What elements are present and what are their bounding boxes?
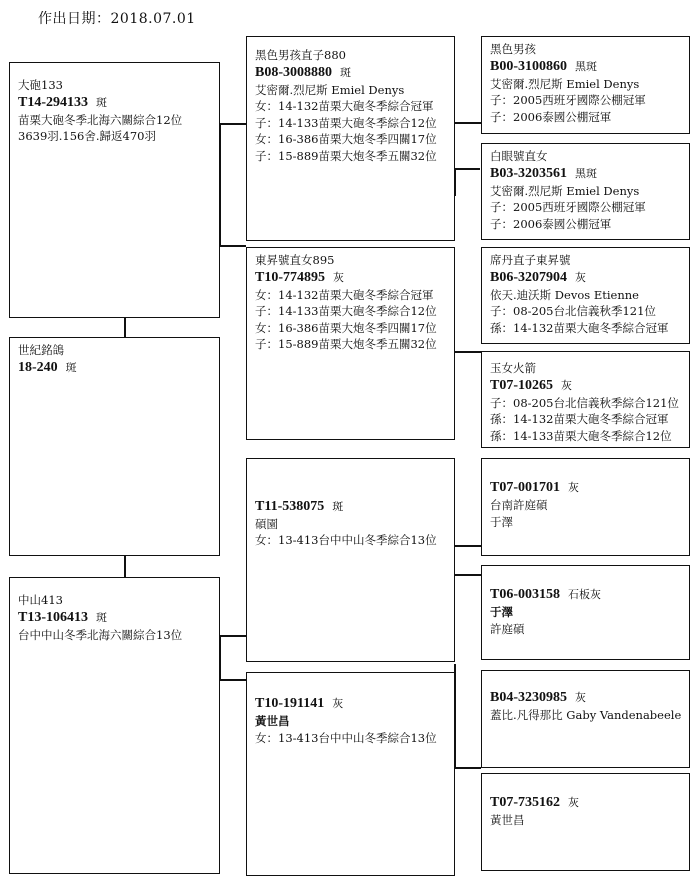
card-text-line: 女：16-386苗栗大炮冬季四關17位 bbox=[255, 320, 437, 335]
connector-line bbox=[454, 574, 481, 576]
ring-number-line bbox=[490, 377, 689, 395]
feather-color: 灰 bbox=[575, 271, 586, 284]
card-text-line: 子：2005西班牙國際公棚冠軍 bbox=[490, 200, 646, 214]
connector-line bbox=[454, 122, 481, 124]
ring-number: B08-3008880 bbox=[255, 64, 332, 80]
card-text-line: 于澤 bbox=[490, 514, 513, 529]
pedigree-card-ggp-5 bbox=[481, 458, 690, 556]
card-text-line: 苗栗大砲冬季北海六關綜合12位 bbox=[18, 112, 183, 127]
ring-number-line bbox=[490, 586, 689, 604]
feather-color: 灰 bbox=[332, 698, 344, 710]
card-text-line: 中山413 bbox=[18, 593, 63, 607]
feather-color: 斑 bbox=[340, 66, 351, 79]
card-text-line: 黑色男孩 bbox=[490, 42, 536, 56]
card-text-line: 東昇號直女895 bbox=[255, 253, 335, 267]
pedigree-card-granddam-paternal bbox=[246, 247, 455, 440]
connector-line bbox=[219, 245, 246, 247]
card-text-line: 于澤 bbox=[490, 605, 513, 619]
ring-number: T07-001701 bbox=[490, 480, 560, 495]
pedigree-card-ggp-6 bbox=[481, 565, 690, 660]
ring-number: T14-294133 bbox=[18, 94, 88, 110]
card-text-line: 女：14-132苗栗大砲冬季綜合冠軍 bbox=[255, 287, 434, 302]
card-text-line: 3639羽.156舍.歸返470羽 bbox=[18, 129, 156, 143]
card-text-line bbox=[255, 481, 454, 498]
feather-color: 石板灰 bbox=[568, 589, 601, 601]
card-text-line: 孫：14-133苗栗大砲冬季綜合12位 bbox=[490, 428, 672, 443]
card-text-line: 台南許庭碩 bbox=[490, 498, 548, 512]
ring-number: T06-003158 bbox=[490, 587, 560, 602]
feather-color: 灰 bbox=[561, 379, 572, 392]
card-text-line: 蓋比.凡得那比 Gaby Vandenabeele bbox=[490, 708, 682, 722]
card-text-line: 子：2005西班牙國際公棚冠軍 bbox=[490, 93, 646, 107]
card-text-line: 女：13-413台中中山冬季綜合13位 bbox=[255, 533, 437, 547]
card-text-line: 女：14-132苗栗大砲冬季綜合冠軍 bbox=[255, 99, 434, 113]
ring-number: T07-735162 bbox=[490, 795, 560, 810]
ring-number: T13-106413 bbox=[18, 609, 88, 625]
ring-number-line bbox=[18, 359, 219, 377]
ring-number: B04-3230985 bbox=[490, 690, 567, 705]
card-text-line: 黃世昌 bbox=[490, 813, 525, 827]
connector-line bbox=[454, 351, 481, 353]
card-text-line: 子：14-133苗栗大砲冬季綜合12位 bbox=[255, 115, 437, 130]
pedigree-card-grandsire-paternal bbox=[246, 36, 455, 241]
pedigree-card-granddam-maternal bbox=[246, 672, 455, 876]
ring-number: T07-10265 bbox=[490, 377, 553, 393]
card-text-line: 子：2006泰國公棚冠軍 bbox=[490, 216, 612, 231]
card-text-line: 女：16-386苗栗大炮冬季四關17位 bbox=[255, 132, 437, 146]
pedigree-card-ggp-8 bbox=[481, 773, 690, 871]
connector-line bbox=[219, 679, 246, 681]
pedigree-card-sire bbox=[9, 337, 220, 556]
ring-number-line bbox=[255, 695, 454, 713]
feather-color: 灰 bbox=[568, 797, 579, 809]
pedigree-card-ggp-4 bbox=[481, 351, 690, 448]
ring-number-line bbox=[255, 64, 454, 82]
pedigree-card-grandsire-maternal bbox=[246, 458, 455, 662]
pedigree-card-ggp-7 bbox=[481, 670, 690, 768]
card-text-line: 台中中山冬季北海六關綜合13位 bbox=[18, 627, 183, 642]
card-text-line: 席丹直子東昇號 bbox=[490, 253, 571, 267]
card-text-line: 依天.迪沃斯 Devos Etienne bbox=[490, 287, 639, 302]
connector-line bbox=[124, 318, 126, 338]
card-text-line: 子：2006泰國公棚冠軍 bbox=[490, 109, 612, 124]
connector-line bbox=[124, 556, 126, 578]
card-text-line: 黑色男孩直子880 bbox=[255, 48, 346, 62]
connector-line bbox=[454, 545, 481, 547]
feather-color: 黑斑 bbox=[575, 60, 597, 73]
pedigree-card-ggp-3 bbox=[481, 247, 690, 344]
ring-number: T10-774895 bbox=[255, 269, 325, 285]
ring-number-line bbox=[490, 794, 689, 812]
card-text-line: 女：13-413台中中山冬季綜合13位 bbox=[255, 730, 437, 745]
feather-color: 黑斑 bbox=[575, 167, 597, 180]
feather-color: 斑 bbox=[65, 361, 77, 374]
ring-number-line bbox=[18, 94, 219, 112]
card-text-line: 白眼號直女 bbox=[490, 149, 548, 163]
feather-color: 斑 bbox=[96, 96, 107, 109]
feather-color: 灰 bbox=[333, 271, 344, 284]
ring-number-line bbox=[490, 165, 689, 183]
pedigree-card-ggp-1 bbox=[481, 36, 690, 134]
card-text-line: 大砲133 bbox=[18, 78, 63, 92]
card-text-line: 玉女火箭 bbox=[490, 361, 536, 375]
card-text-line: 艾密爾.烈尼斯 Emiel Denys bbox=[255, 82, 405, 97]
card-text-line: 許庭碩 bbox=[490, 621, 525, 636]
ring-number-line bbox=[255, 498, 454, 516]
card-text-line: 孫：14-132苗栗大砲冬季綜合冠軍 bbox=[490, 320, 669, 335]
ring-number: T10-191141 bbox=[255, 696, 325, 711]
ring-number: B00-3100860 bbox=[490, 58, 567, 74]
card-text-line: 艾密爾.烈尼斯 Emiel Denys bbox=[490, 76, 640, 91]
connector-line bbox=[454, 168, 480, 170]
feather-color: 灰 bbox=[575, 692, 586, 704]
card-text-line: 子：14-133苗栗大砲冬季綜合12位 bbox=[255, 304, 437, 318]
ring-number: T11-538075 bbox=[255, 498, 325, 514]
ring-number-line bbox=[255, 269, 454, 287]
ring-number: B03-3203561 bbox=[490, 165, 567, 181]
pedigree-card-subject bbox=[9, 62, 220, 318]
card-text-line: 碩園 bbox=[255, 516, 278, 531]
card-text-line: 世紀銘鴿 bbox=[18, 343, 64, 357]
feather-color: 灰 bbox=[568, 482, 579, 494]
ring-number-line bbox=[490, 479, 689, 497]
ring-number-line bbox=[18, 609, 219, 627]
connector-line bbox=[219, 635, 246, 637]
card-text-line: 孫：14-132苗栗大砲冬季綜合冠軍 bbox=[490, 412, 669, 426]
card-text-line: 子：15-889苗栗大炮冬季五關32位 bbox=[255, 148, 437, 163]
card-text-line: 艾密爾.烈尼斯 Emiel Denys bbox=[490, 183, 640, 198]
card-text-line: 子：08-205台北信義秋季綜合121位 bbox=[490, 395, 679, 410]
ring-number: B06-3207904 bbox=[490, 269, 567, 285]
card-text-line: 黃世昌 bbox=[255, 714, 290, 728]
feather-color: 斑 bbox=[96, 611, 107, 624]
card-text-line: 子：15-889苗栗大炮冬季五關32位 bbox=[255, 337, 437, 351]
pedigree-card-ggp-2 bbox=[481, 143, 690, 240]
ring-number-line bbox=[490, 269, 689, 287]
feather-color: 斑 bbox=[332, 500, 344, 513]
card-text-line: 子：08-205台北信義秋季121位 bbox=[490, 304, 656, 318]
connector-line bbox=[454, 767, 481, 769]
ring-number: 18-240 bbox=[18, 359, 58, 375]
ring-number-line bbox=[490, 58, 689, 76]
pedigree-card-dam bbox=[9, 577, 220, 874]
creation-date: 作出日期：2018.07.01 bbox=[38, 11, 196, 27]
ring-number-line bbox=[490, 689, 689, 707]
connector-line bbox=[219, 123, 246, 125]
